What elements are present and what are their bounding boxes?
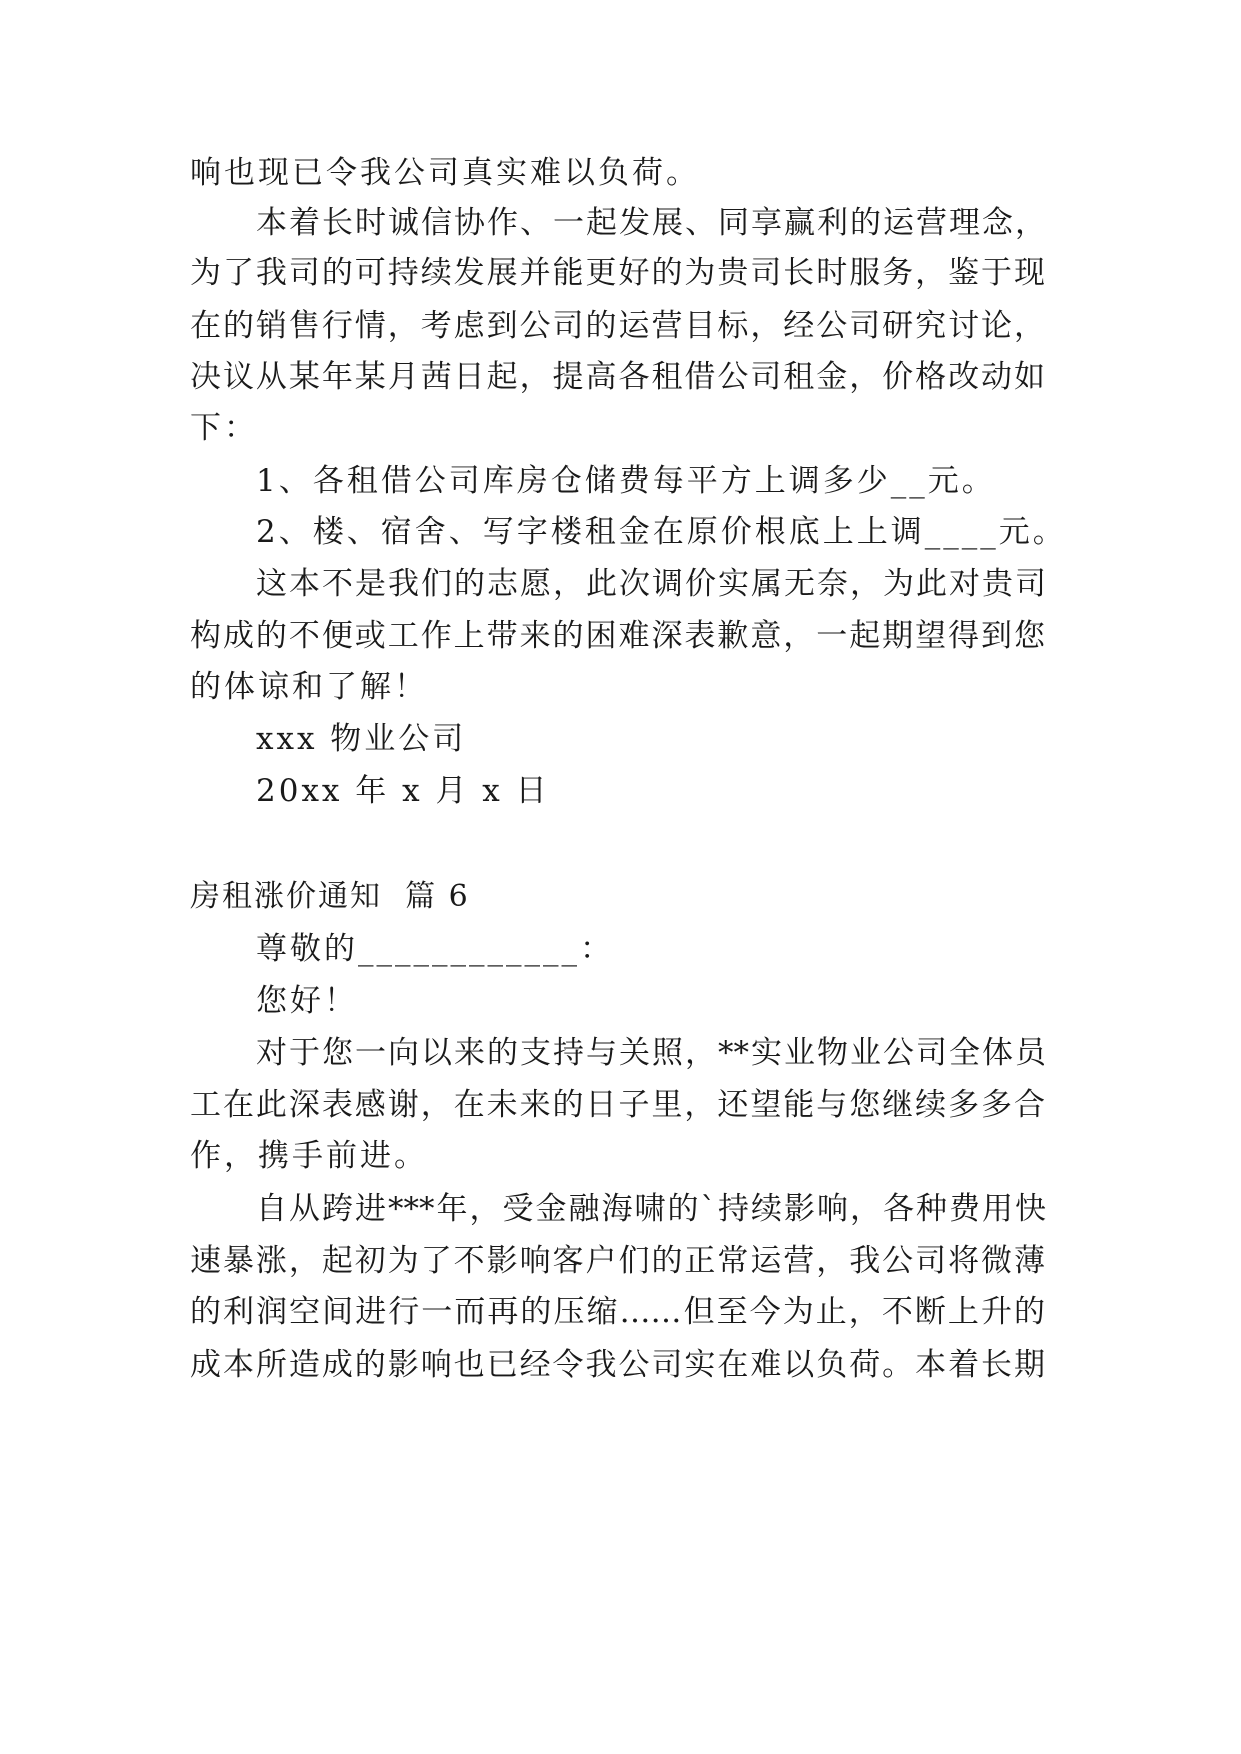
list-item: 1、各租借公司库房仓储费每平方上调多少__元。 — [256, 463, 996, 499]
paragraph-line: 的体谅和了解！ — [190, 669, 428, 705]
paragraph-line: 成本所造成的影响也已经令我公司实在难以负荷。本着长期 — [190, 1347, 1045, 1383]
greeting: 您好！ — [256, 983, 358, 1019]
paragraph-line: 这本不是我们的志愿，此次调价实属无奈，为此对贵司 — [256, 566, 1046, 602]
paragraph-line: 的利润空间进行一而再的压缩……但至今为止，不断上升的 — [190, 1294, 1045, 1330]
paragraph-line: 对于您一向以来的支持与关照，**实业物业公司全体员 — [256, 1035, 1046, 1071]
paragraph-line: 在的销售行情，考虑到公司的运营目标，经公司研究讨论， — [190, 308, 1045, 344]
signature-date: 20xx 年 x 月 x 日 — [256, 773, 550, 809]
signature-company: xxx 物业公司 — [256, 721, 467, 757]
paragraph-line: 本着长时诚信协作、一起发展、同享赢利的运营理念， — [256, 205, 1046, 241]
paragraph-line: 自从跨进***年，受金融海啸的`持续影响，各种费用快 — [256, 1191, 1046, 1227]
paragraph-line: 构成的不便或工作上带来的困难深表歉意，一起期望得到您 — [190, 618, 1045, 654]
paragraph-line: 为了我司的可持续发展并能更好的为贵司长时服务，鉴于现 — [190, 255, 1045, 291]
section-heading: 房租涨价通知 篇 6 — [190, 879, 470, 914]
paragraph-line: 响也现已令我公司真实难以负荷。 — [190, 155, 700, 191]
salutation: 尊敬的____________： — [256, 931, 614, 967]
paragraph-line: 速暴涨，起初为了不影响客户们的正常运营，我公司将微薄 — [190, 1243, 1045, 1279]
list-item: 2、楼、宿舍、写字楼租金在原价根底上上调____元。 — [256, 514, 1067, 550]
paragraph-line: 下： — [190, 410, 258, 446]
paragraph-line: 工在此深表感谢，在未来的日子里，还望能与您继续多多合 — [190, 1087, 1045, 1123]
paragraph-line: 决议从某年某月茜日起，提高各租借公司租金，价格改动如 — [190, 359, 1045, 395]
paragraph-line: 作，携手前进。 — [190, 1138, 428, 1174]
